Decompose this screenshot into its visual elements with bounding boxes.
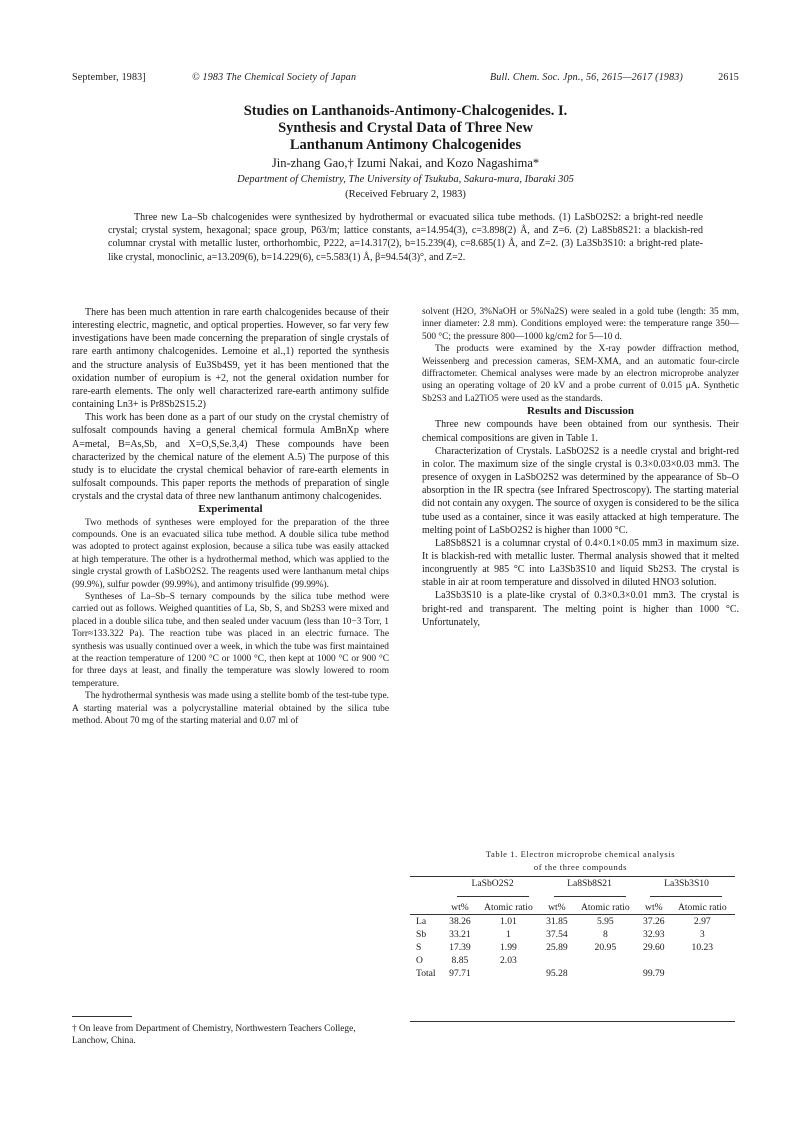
table-subheader: wt%	[541, 901, 573, 915]
header-citation: Bull. Chem. Soc. Jpn., 56, 2615—2617 (1983)	[490, 72, 684, 83]
results-paragraph-2: Characterization of Crystals. LaSbO2S2 is a needle crystal and bright-red in color. The maximum size of the single crystal is 0.3×0.03×0.03 mm3. The presence of oxygen in LaSbO2S2 was determined by the appearance of Sb–O absorption in the IR spectra (see Infrared Spectroscopy). The starting material did not contain any oxygen. The source of oxygen is considered to be the silica tube used as a container, since it was easily attacked at high temperature. The melting point of LaSbO2S2 is higher than 1000 °C.	[422, 445, 739, 536]
intro-paragraph-2: This work has been done as a part of our study on the crystal chemistry of sulfosalt compounds having a general chemical formula AmBnXp where A=metal, B=As,Sb, and X=O,S,Se.3,4) These compounds have been characterized by the chemical nature of the element A.5) The purpose of this study is to elucidate the crystal chemical behavior of rare-earth elements in sulfosalt compounds. This paper reports the methods of preparation of single crystals and the crystal data of three new lanthanum antimony chalcogenides.	[72, 412, 389, 503]
article-title	[72, 103, 739, 154]
table-subheader: Atomic ratio	[670, 901, 735, 915]
intro-paragraph-1: There has been much attention in rare earth chalcogenides because of their interesting electric, magnetic, and optical properties. However, so far very few investigations have been made concerning the preparation of single crystals of rare earth antimony chalcogenides. Lemoine et al.,1) reported the synthesis and the structure analysis of Eu3Sb4S9, yet it has been mentioned that the oxidation number of europium is +2, not the general oxidation number for rare-earth elements. The only well characterized rare-earth antimony sulfide containing Ln3+ is Pr8Sb2S15.2)	[72, 307, 389, 411]
table-row: S 17.39 1.99 25.89 20.95 29.60 10.23	[416, 942, 714, 953]
composition-table	[410, 876, 735, 980]
authors: Jin-zhang Gao,† Izumi Nakai, and Kozo Nagashima*	[271, 156, 540, 170]
results-paragraph-3: La8Sb8S21 is a columnar crystal of 0.4×0.1×0.05 mm3 in maximum size. It is blackish-red with metallic luster. Thermal analysis showed that it melted incongruently at 985 °C into La3Sb3S10 and liquid Sb2S3. The crystal is stable in air at room temperature and dissolved in diluted HNO3 solution.	[422, 537, 739, 589]
affiliation: Department of Chemistry, The University of Tsukuba, Sakura-mura, Ibaraki 305	[237, 174, 574, 185]
table-row: Sb 33.21 1 37.54 8 32.93 3	[416, 929, 705, 940]
table-subheader: wt%	[638, 901, 670, 915]
experimental-paragraph-1: Two methods of syntheses were employed for the preparation of the three compounds. One is an evacuated silica tube method. A double silica tube method was adopted to protect against explosion, because a silica tube was easily attacked at high temperature. The other is a hydrothermal method, which was applied to the single crystal growth of LaSbO2S2. The reagents used were lanthanum metal chips (99.9%), sulfur powder (99.99%), and antimony trisulfide (99.99%).	[72, 517, 389, 590]
right-paragraph-2: The products were examined by the X-ray powder diffraction method, Weissenberg and precession cameras, SEM-XMA, and an automatic four-circle diffractometer. Chemical analyses were made by an electron microprobe analyzer using an operating voltage of 20 kV and a probe current of 0.015 μA. Synthetic Sb2S3 and La2TiO5 were used as the standards.	[422, 344, 739, 404]
table-bottom-rule	[410, 1021, 735, 1022]
table-row-total: Total 97.71 95.28 99.79	[416, 968, 665, 979]
title-line-2: Synthesis and Crystal Data of Three New	[278, 120, 533, 136]
results-paragraph-1: Three new compounds have been obtained from our synthesis. Their chemical compositions are given in Table 1.	[422, 419, 739, 444]
left-column	[72, 306, 389, 727]
section-heading-experimental: Experimental	[198, 503, 263, 516]
section-heading-results: Results and Discussion	[527, 405, 634, 418]
footnote-rule	[72, 1016, 132, 1017]
table-caption	[422, 848, 739, 874]
experimental-paragraph-2: Syntheses of La–Sb–S ternary compounds by the silica tube method were carried out as follows. Weighed quantities of La, Sb, S, and Sb2S3 were mixed and placed in a double silica tube, and then sealed under vacuum (less than 10−3 Torr, 1 Torr≈133.322 Pa). The reaction tube was placed in an electric furnace. The synthesis was usually continued over a week, in which the tube was first maintained at the reaction temperature of 1200 °C or 1000 °C, then kept at 1000 °C or 900 °C for three days at least, and finally the temperature was slowly lowered to room temperature.	[72, 591, 389, 689]
title-line-1: Studies on Lanthanoids-Antimony-Chalcogenides. I.	[243, 103, 568, 119]
right-paragraph-1: solvent (H2O, 3%NaOH or 5%Na2S) were sealed in a gold tube (length: 35 mm, inner diameter: 2.8 mm). Conditions employed were: the temperature range 350—500 °C; the pressure 800—1000 kg/cm2 for 5—10 d.	[422, 307, 739, 342]
table-row: O 8.85 2.03	[416, 955, 517, 966]
table-caption-line-1: Table 1. Electron microprobe chemical analysis	[485, 849, 676, 859]
footnote: † On leave from Department of Chemistry, Northwestern Teachers College, Lanchow, China.	[72, 1024, 356, 1047]
table-compound-header: La8Sb8S21	[541, 877, 638, 902]
header-date: September, 1983]	[72, 72, 146, 83]
abstract: Three new La–Sb chalcogenides were synthesized by hydrothermal or evacuated silica tube methods. (1) LaSbO2S2: a bright-red needle crystal; crystal system, hexagonal; space group, P63/m; lattice constants, a=14.954(3), c=3.898(2) Å, and Z=6. (2) La8Sb8S21: a blackish-red columnar crystal with metallic luster, orthorhombic, P222, a=14.317(2), b=15.239(4), c=8.685(1) Å, and Z=2. (3) La3Sb3S10: a bright-red plate-like crystal, monoclinic, a=13.209(6), b=14.229(6), c=5.583(1) Å, β=94.54(3)°, and Z=2.	[108, 212, 703, 263]
header-copyright: © 1983 The Chemical Society of Japan	[192, 72, 357, 83]
table-subheader: wt%	[444, 901, 476, 915]
table-subheader: Atomic ratio	[573, 901, 638, 915]
table-corner	[410, 877, 444, 902]
table-row: La 38.26 1.01 31.85 5.95 37.26 2.97	[416, 916, 711, 927]
table-compound-header: LaSbO2S2	[444, 877, 541, 902]
table-caption-line-2: of the three compounds	[533, 862, 628, 872]
results-paragraph-4: La3Sb3S10 is a plate-like crystal of 0.3×0.3×0.01 mm3. The crystal is bright-red and transparent. The melting point is higher than 1000 °C. Unfortunately,	[422, 590, 739, 628]
table-compound-header: La3Sb3S10	[638, 877, 735, 902]
received-date: (Received February 2, 1983)	[345, 189, 466, 200]
title-line-3: Lanthanum Antimony Chalcogenides	[289, 137, 522, 153]
header-page-number: 2615	[718, 72, 739, 83]
table-subheader: Atomic ratio	[476, 901, 541, 915]
experimental-paragraph-3: The hydrothermal synthesis was made using a stellite bomb of the test-tube type. A starting material was a polycrystalline material obtained by the silica tube method. About 70 mg of the starting material and 0.07 ml of	[72, 691, 389, 726]
right-column	[422, 306, 739, 629]
